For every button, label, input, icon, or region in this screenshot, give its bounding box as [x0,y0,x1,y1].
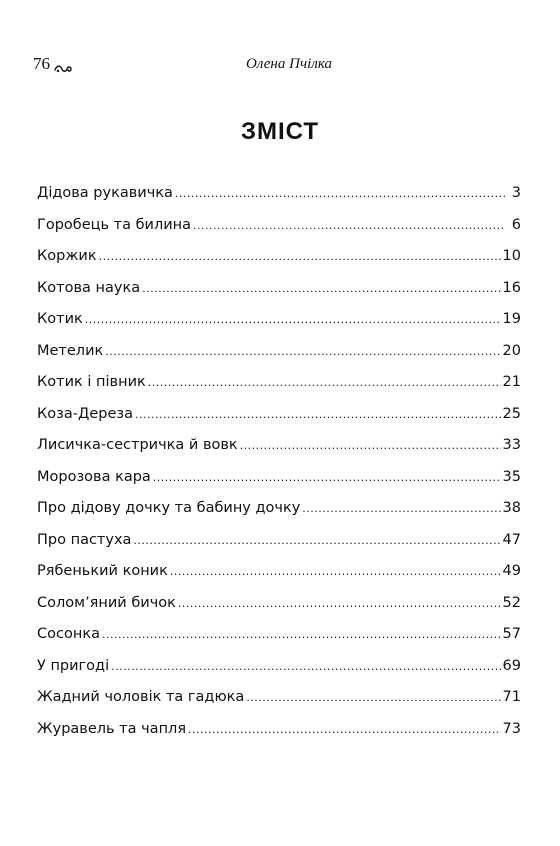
toc-entry-title: Коржик [37,248,97,264]
toc-entry-page: 16 [502,279,521,296]
toc-entry [37,462,521,494]
toc-entry-title: Морозова кара [37,468,151,485]
toc-entry [37,304,521,336]
toc-entry-title: Метелик [37,342,104,359]
dot-leader [240,430,501,462]
toc-entry-title: Про пастуха [37,531,132,548]
dot-leader [188,714,501,746]
toc-entry-title: Котик [37,311,83,327]
toc-entry-page: 19 [502,311,521,327]
toc-entry [37,336,521,368]
dot-leader [170,556,501,588]
toc-entry [37,619,521,651]
toc-entry [37,651,521,683]
dot-leader [105,336,500,368]
toc-entry [37,430,521,462]
toc-entry-title: Лисичка-сестричка й вовк [37,437,238,453]
dot-leader [99,241,501,273]
page-number: 76 [33,54,50,73]
toc-entry [37,178,521,210]
toc-entry [37,525,521,557]
toc-entry-page: 25 [502,405,521,422]
page-header [33,54,527,76]
dot-leader [133,525,500,557]
dot-leader [153,462,501,494]
toc-entry-page: 21 [502,374,521,390]
toc-entry-page: 71 [502,689,521,705]
toc-entry-page: 20 [502,342,521,359]
toc-entry-page: 52 [502,594,521,611]
toc-entry-page: 69 [502,657,521,674]
toc-entry [37,588,521,620]
toc-entry-title: Котик і півник [37,374,146,390]
dot-leader [111,651,500,683]
toc-entry-title: Котова наука [37,279,141,296]
toc-list [37,178,521,745]
toc-entry-page: 57 [502,626,521,642]
toc-entry-page: 73 [502,720,521,737]
toc-entry [37,367,521,399]
toc-entry [37,714,521,746]
toc-entry-title: Рябенький коник [37,563,168,579]
dot-leader [102,619,501,651]
toc-entry-title: Сосонка [37,626,100,642]
toc-entry-title: Журавель та чапля [37,720,187,737]
toc-entry-page: 47 [502,531,521,548]
dot-leader [135,399,501,431]
toc-entry-page: 10 [502,248,521,264]
dot-leader [85,304,501,336]
toc-entry-title: Дідова рукавичка [37,185,173,201]
dot-leader [142,273,500,305]
dot-leader [193,210,505,242]
toc-entry [37,241,521,273]
toc-entry [37,493,521,525]
toc-entry [37,556,521,588]
dot-leader [302,493,500,525]
toc-entry-title: Жадний чоловік та гадюка [37,689,245,705]
toc-entry [37,273,521,305]
toc-entry-title: У пригоді [37,657,110,674]
toc-entry-title: Горобець та билина [37,216,192,233]
toc-entry-page: 33 [502,437,521,453]
toc-entry [37,399,521,431]
dot-leader [148,367,501,399]
toc-entry-title: Про дідову дочку та бабину дочку [37,500,301,516]
toc-entry [37,682,521,714]
dot-leader [178,588,501,620]
toc-entry-title: Солом’яний бичок [37,594,176,611]
toc-entry-page: 6 [511,216,521,233]
toc-entry [37,210,521,242]
dot-leader [246,682,500,714]
running-head: Олена Пчілка [246,56,332,72]
toc-entry-page: 35 [502,468,521,485]
toc-title: ЗМІСТ [240,118,320,145]
toc-entry-page: 38 [502,500,521,516]
toc-entry-page: 49 [502,563,521,579]
toc-entry-page: 3 [511,185,521,201]
dot-leader [175,178,505,210]
toc-entry-title: Коза-Дереза [37,405,133,422]
